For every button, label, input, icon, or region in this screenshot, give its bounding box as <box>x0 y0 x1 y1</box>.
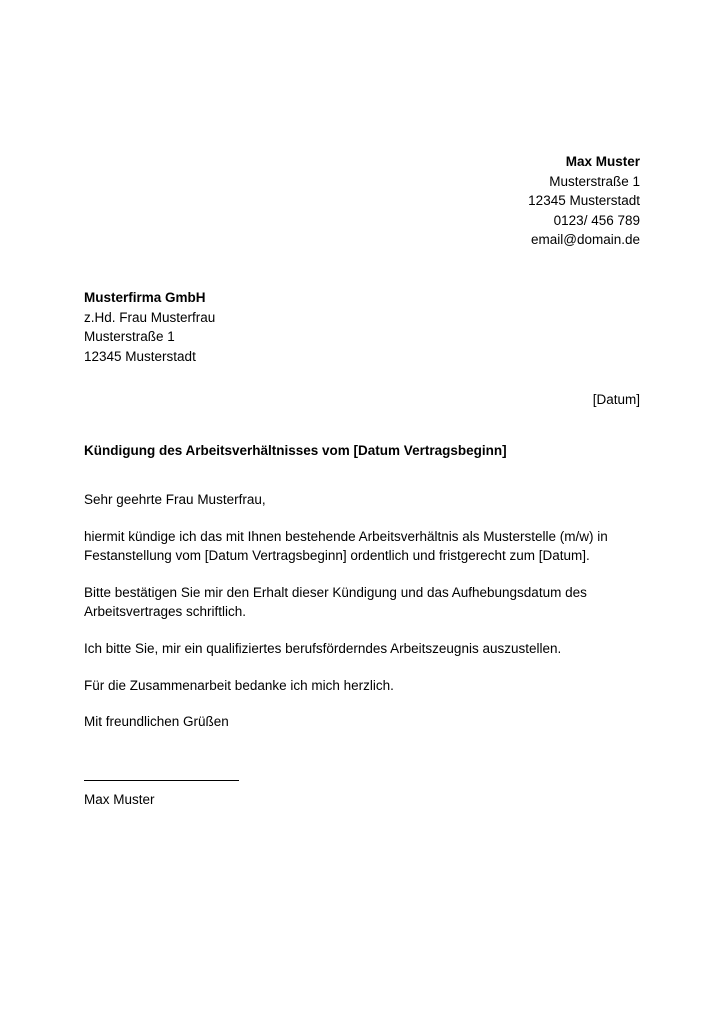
sender-email: email@domain.de <box>530 232 640 248</box>
letter-subject: Kündigung des Arbeitsverhältnisses vom [Datum Vertragsbeginn] <box>84 443 507 458</box>
recipient-attention: z.Hd. Frau Musterfrau <box>84 309 216 325</box>
recipient-company: Musterfirma GmbH <box>84 290 206 305</box>
recipient-city: 12345 Musterstadt <box>84 348 196 364</box>
letter-content <box>84 0 640 1024</box>
recipient-address-block <box>84 288 464 366</box>
sender-phone: 0123/ 456 789 <box>553 212 640 228</box>
body-closing: Mit freundlichen Grüßen <box>84 714 229 730</box>
body-paragraph-3: Ich bitte Sie, mir ein qualifiziertes berufsförderndes Arbeitszeugnis auszustellen. <box>84 640 562 656</box>
sender-city: 12345 Musterstadt <box>528 193 640 209</box>
recipient-street: Musterstraße 1 <box>84 329 175 345</box>
letter-body <box>84 490 634 732</box>
sender-street: Musterstraße 1 <box>549 173 640 189</box>
signature-line <box>84 780 239 781</box>
body-paragraph-4: Für die Zusammenarbeit bedanke ich mich herzlich. <box>84 677 394 693</box>
signature-block <box>84 780 384 810</box>
body-paragraph-1: hiermit kündige ich das mit Ihnen bestehende Arbeitsverhältnis als Musterstelle (m/w) in Festanstellung vom [Datum Vertragsbeginn] ordentlich und fristgerecht zum [Datum]. <box>84 528 608 564</box>
letter-date: [Datum] <box>592 392 640 407</box>
signature-name: Max Muster <box>84 792 155 807</box>
sender-address-block <box>280 152 640 250</box>
body-salutation: Sehr geehrte Frau Musterfrau, <box>84 492 266 507</box>
body-paragraph-2: Bitte bestätigen Sie mir den Erhalt dieser Kündigung und das Aufhebungsdatum des Arbeitsvertrages schriftlich. <box>84 584 587 620</box>
sender-name: Max Muster <box>565 154 640 169</box>
